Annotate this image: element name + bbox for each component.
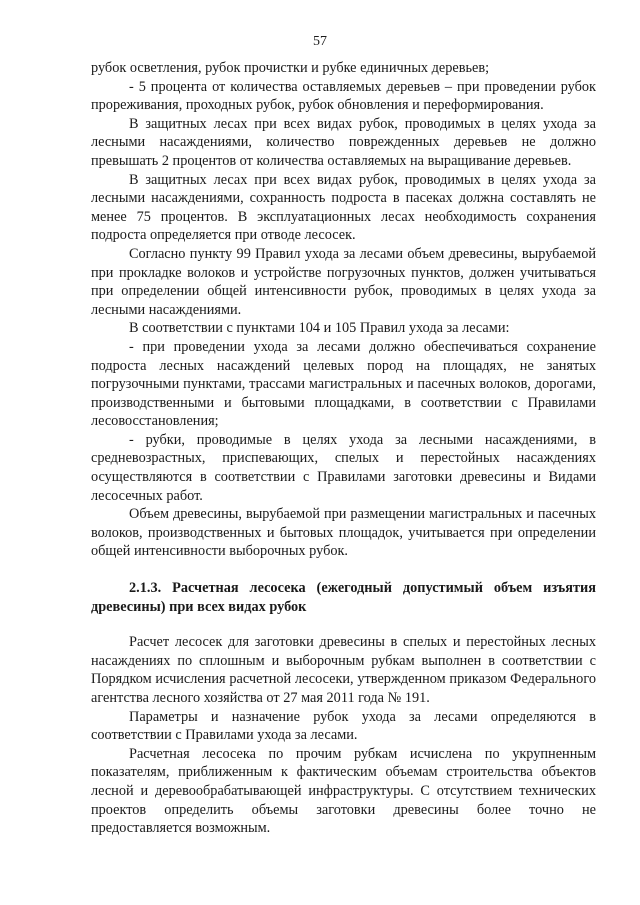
paragraph: Расчет лесосек для заготовки древесины в спелых и перестойных лесных насаждениях по сплошным и выборочным рубкам выполнен в соответствии с Порядком исчисления расчетной лесосеки, утвержденном приказом Федерального агентства лесного хозяйства от 27 мая 2011 года № 191.	[91, 634, 596, 706]
list-item: - рубки, проводимые в целях ухода за лесными насаждениями, в средневозрастных, приспевающих, спелых и перестойных насаждениях осуществляются в соответствии с Правилами заготовки древесины и Видами лесосечных работ.	[91, 431, 596, 504]
section-heading: 2.1.3. Расчетная лесосека (ежегодный допустимый объем изъятия древесины) при всех видах рубок	[91, 580, 596, 615]
list-item: - 5 процента от количества оставляемых деревьев – при проведении рубок прореживания, проходных рубок, рубок обновления и переформирования.	[91, 78, 596, 114]
paragraph: В защитных лесах при всех видах рубок, проводимых в целях ухода за лесными насаждениями, количество поврежденных деревьев не должно превышать 2 процентов от количества оставляемых на выращивание деревьев.	[91, 115, 596, 169]
paragraph: Согласно пункту 99 Правил ухода за лесами объем древесины, вырубаемой при прокладке волоков и устройстве погрузочных пунктов, должен учитываться при определении общей интенсивности рубок, проводимых в целях ухода за лесными насаждениями.	[91, 245, 596, 318]
list-item: - при проведении ухода за лесами должно обеспечиваться сохранение подроста лесных насаждений целевых пород на площадях, не занятых погрузочными пунктами, трассами магистральных и пасечных волоков, дорогами, производственными и бытовыми площадками, в соответствии с Правилами лесовосстановления;	[91, 338, 596, 430]
paragraph: В защитных лесах при всех видах рубок, проводимых в целях ухода за лесными насаждениями, сохранность подроста в пасеках должна составлять не менее 75 процентов. В эксплуатационных лесах необходимость сохранения подроста определяется при отводе лесосек.	[91, 171, 596, 244]
paragraph: В соответствии с пунктами 104 и 105 Правил ухода за лесами:	[129, 320, 510, 337]
paragraph: Параметры и назначение рубок ухода за лесами определяются в соответствии с Правилами ухода за лесами.	[91, 708, 596, 744]
paragraph: Объем древесины, вырубаемой при размещении магистральных и пасечных волоков, производственных и бытовых площадок, учитывается при определении общей интенсивности выборочных рубок.	[91, 506, 596, 560]
paragraph: рубок осветления, рубок прочистки и рубке единичных деревьев;	[91, 60, 490, 76]
paragraph: Расчетная лесосека по прочим рубкам исчислена по укрупненным показателям, приближенным к фактическим объемам строительства объектов лесной и деревообрабатывающей инфраструктуры. С отсутствием технических проектов определить объемы заготовки древесины более точно не предоставляется возможным.	[91, 745, 596, 837]
page-body	[91, 59, 596, 838]
page-number: 57	[313, 34, 327, 49]
